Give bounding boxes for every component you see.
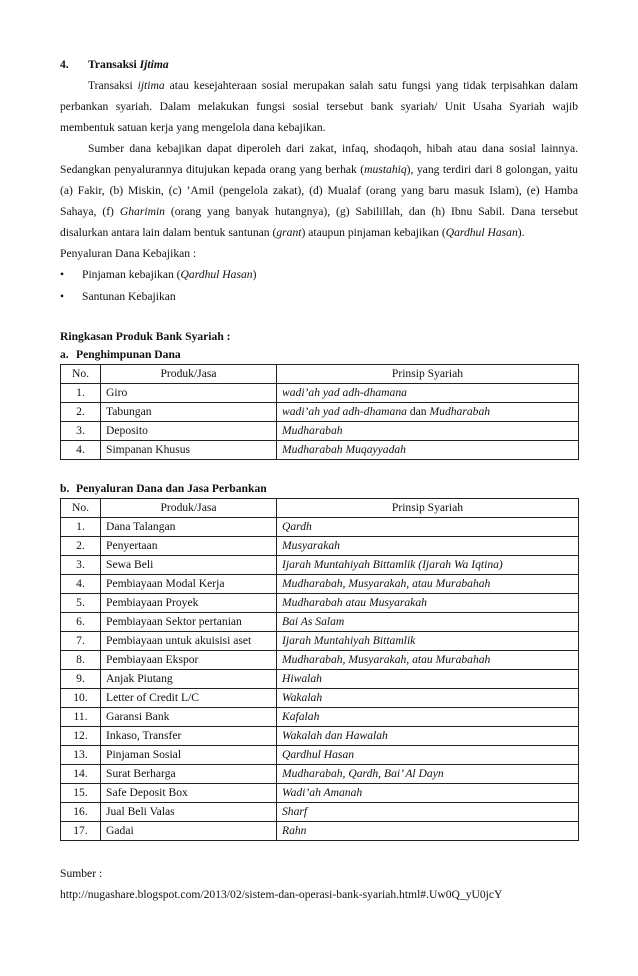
bullet-list [60,264,578,308]
cell-produk: Safe Deposit Box [101,784,277,803]
section-4-heading [60,56,578,73]
table-row: 2. Tabungan wadi’ah yad adh-dhamana dan Mudharabah [61,403,579,422]
table-row [61,518,579,537]
list-item: • Santunan Kebajikan [60,286,578,308]
cell-prinsip: Wadi’ah Amanah [277,784,579,803]
table-row: 1. Giro wadi’ah yad adh-dhamana [61,384,579,403]
cell-no: 16. [61,803,101,822]
cell-prinsip: Wakalah dan Hawalah [277,727,579,746]
cell-no: 5. [61,594,101,613]
cell-produk: Dana Talangan [101,518,277,537]
cell-prinsip: Hiwalah [277,670,579,689]
table-row [61,689,579,708]
table-row [61,594,579,613]
section-title: Transaksi [88,58,140,71]
cell-produk: Pembiayaan untuk akuisisi aset [101,632,277,651]
header-prinsip: Prinsip Syariah [277,499,579,518]
table-row: 4. Simpanan Khusus Mudharabah Muqayyadah [61,441,579,460]
source-link[interactable]: http://nugashare.blogspot.com/2013/02/sistem-dan-operasi-bank-syariah.html#.Uw0Q_yU0jcY [60,888,503,901]
cell-produk: Pinjaman Sosial [101,746,277,765]
table-row [61,556,579,575]
bullet-icon: • [60,290,65,303]
table-row [61,765,579,784]
cell-prinsip: Wakalah [277,689,579,708]
cell-produk: Sewa Beli [101,556,277,575]
cell-produk: Jual Beli Valas [101,803,277,822]
cell-produk: Garansi Bank [101,708,277,727]
cell-produk: Gadai [101,822,277,841]
cell-prinsip: Mudharabah, Musyarakah, atau Murabahah [277,575,579,594]
paragraph-sumber-dana: Sumber dana kebajikan dapat diperoleh dari zakat, infaq, shodaqoh, hibah atau dana sosial lainnya. Sedangkan penyalurannya ditujukan kepada orang yang berhak (mustahiq), yang terdiri dari 8 golongan, yaitu (a) Fakir, (b) Miskin, (c) ’Amil (pengelola zakat), (d) Mualaf (orang yang baru masuk Islam), (e) Hamba Sahaya, (f) Gharimin (orang yang banyak hutangnya), (g) Sabilillah, dan (h) Ibnu Sabil. Dana tersebut disalurkan antara lain dalam bentuk santunan (grant) ataupun pinjaman kebajikan (Qardhul Hasan). [60,142,578,239]
cell-prinsip: Kafalah [277,708,579,727]
table-header-row [61,499,579,518]
cell-prinsip: Bai As Salam [277,613,579,632]
cell-no: 3. [61,556,101,575]
cell-produk: Anjak Piutang [101,670,277,689]
header-prinsip: Prinsip Syariah [277,365,579,384]
table-row [61,670,579,689]
cell-prinsip: Ijarah Muntahiyah Bittamlik [277,632,579,651]
cell-prinsip: Sharf [277,803,579,822]
subsection-b-title: b. Penyaluran Dana dan Jasa Perbankan [60,482,267,495]
paragraph-ijtima: Transaksi ijtima atau kesejahteraan sosial merupakan salah satu fungsi yang tidak terpisahkan dalam perbankan syariah. Dalam melakukan fungsi sosial tersebut bank syariah/ Unit Usaha Syariah wajib membentuk satuan kerja yang mengelola dana kebajikan. [60,79,578,134]
cell-no: 8. [61,651,101,670]
cell-no: 2. [61,537,101,556]
list-item: • Pinjaman kebajikan (Qardhul Hasan) [60,264,578,286]
table-row [61,651,579,670]
cell-produk: Letter of Credit L/C [101,689,277,708]
table-row [61,537,579,556]
source-label: Sumber : [60,867,103,880]
cell-produk: Pembiayaan Sektor pertanian [101,613,277,632]
section-title-italic: Ijtima [139,58,169,71]
subsection-a-title: a. Penghimpunan Dana [60,348,181,361]
cell-no: 13. [61,746,101,765]
bullet-icon: • [60,268,65,281]
cell-prinsip: Mudharabah atau Musyarakah [277,594,579,613]
table-row [61,632,579,651]
header-produk: Produk/Jasa [101,499,277,518]
cell-prinsip: Musyarakah [277,537,579,556]
cell-no: 15. [61,784,101,803]
section-number: 4. [60,58,69,71]
table-row [61,575,579,594]
cell-no: 17. [61,822,101,841]
cell-prinsip: Mudharabah, Musyarakah, atau Murabahah [277,651,579,670]
table-penghimpunan-dana [60,364,579,460]
cell-produk: Inkaso, Transfer [101,727,277,746]
ringkasan-title: Ringkasan Produk Bank Syariah : [60,330,231,343]
document-page [60,56,578,905]
cell-no: 6. [61,613,101,632]
cell-produk: Pembiayaan Modal Kerja [101,575,277,594]
cell-no: 1. [61,518,101,537]
cell-prinsip: Qardhul Hasan [277,746,579,765]
table-b-body [61,518,579,841]
table-row [61,822,579,841]
table-row: 3. Deposito Mudharabah [61,422,579,441]
table-row [61,746,579,765]
header-no: No. [61,499,101,518]
cell-no: 7. [61,632,101,651]
table-header-row [61,365,579,384]
cell-prinsip: Ijarah Muntahiyah Bittamlik (Ijarah Wa Iqtina) [277,556,579,575]
cell-no: 9. [61,670,101,689]
table-row [61,613,579,632]
cell-no: 11. [61,708,101,727]
table-row [61,708,579,727]
cell-prinsip: Rahn [277,822,579,841]
cell-no: 10. [61,689,101,708]
cell-produk: Pembiayaan Ekspor [101,651,277,670]
cell-produk: Pembiayaan Proyek [101,594,277,613]
penyaluran-label: Penyaluran Dana Kebajikan : [60,247,197,260]
header-no: No. [61,365,101,384]
table-row [61,803,579,822]
header-produk: Produk/Jasa [101,365,277,384]
cell-no: 4. [61,575,101,594]
cell-prinsip: Qardh [277,518,579,537]
table-penyaluran-dana [60,498,579,841]
cell-produk: Surat Berharga [101,765,277,784]
table-row [61,727,579,746]
cell-prinsip: Mudharabah, Qardh, Bai’ Al Dayn [277,765,579,784]
source-block [60,863,578,905]
cell-produk: Penyertaan [101,537,277,556]
cell-no: 14. [61,765,101,784]
table-row [61,784,579,803]
cell-no: 12. [61,727,101,746]
